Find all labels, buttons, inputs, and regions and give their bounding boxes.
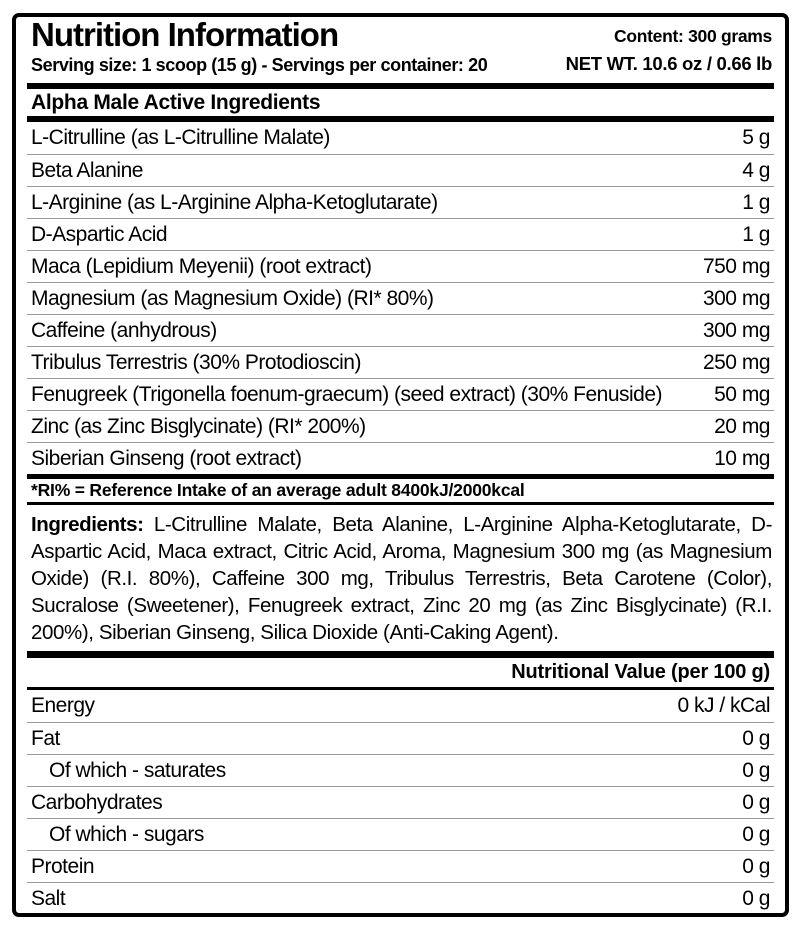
nutrient-amount: 0 g <box>742 886 770 910</box>
ingredients-label: Ingredients: <box>31 513 144 536</box>
table-row <box>27 250 774 282</box>
table-row <box>27 690 774 722</box>
nutrition-label <box>12 13 789 917</box>
table-row <box>27 786 774 818</box>
ingredient-amount: 750 mg <box>702 254 770 278</box>
net-weight-line: NET WT. 10.6 oz / 0.66 lb <box>565 53 772 74</box>
nutrient-amount: 0 g <box>742 758 770 782</box>
nutrient-amount: 0 g <box>742 854 770 878</box>
ingredient-name: L-Arginine (as L-Arginine Alpha-Ketoglutarate) <box>31 190 438 214</box>
ingredient-amount: 1 g <box>742 190 770 214</box>
table-row <box>27 818 774 850</box>
table-row <box>27 346 774 378</box>
nutritional-values-table <box>27 690 774 914</box>
nutrient-amount: 0 g <box>742 822 770 846</box>
table-row <box>27 186 774 218</box>
nutrient-name: Salt <box>31 886 66 910</box>
ingredient-name: Beta Alanine <box>31 158 143 182</box>
serving-size-line: Serving size: 1 scoop (15 g) - Servings per container: 20 <box>31 55 488 75</box>
table-row <box>27 154 774 186</box>
table-row <box>27 314 774 346</box>
table-row <box>27 722 774 754</box>
ingredient-name: Tribulus Terrestris (30% Protodioscin) <box>31 350 361 374</box>
table-row <box>27 378 774 410</box>
nutrient-amount: 0 g <box>742 726 770 750</box>
nutrient-amount: 0 kJ / kCal <box>677 694 770 717</box>
ingredient-amount: 1 g <box>742 222 770 246</box>
ingredients-paragraph <box>27 505 774 651</box>
ingredient-name: Maca (Lepidium Meyenii) (root extract) <box>31 254 372 278</box>
ingredient-name: D-Aspartic Acid <box>31 222 168 246</box>
label-header <box>27 17 774 83</box>
ingredient-amount: 10 mg <box>714 446 770 470</box>
table-row <box>27 410 774 442</box>
table-row <box>27 850 774 882</box>
ingredient-amount: 250 mg <box>702 350 770 374</box>
nutrient-name: Of which - sugars <box>49 822 204 846</box>
table-row <box>27 754 774 786</box>
ingredient-amount: 50 mg <box>714 382 770 406</box>
page-title: Nutrition Information <box>31 16 339 54</box>
table-row <box>27 122 774 154</box>
nutrient-name: Protein <box>31 854 95 878</box>
ingredient-name: Fenugreek (Trigonella foenum-graecum) (seed extract) (30% Fenuside) <box>31 382 663 406</box>
ingredient-name: Siberian Ginseng (root extract) <box>31 446 302 470</box>
ingredient-name: L-Citrulline (as L-Citrulline Malate) <box>31 126 330 149</box>
table-row <box>27 442 774 474</box>
ingredient-amount: 300 mg <box>702 318 770 342</box>
content-weight-line: Content: 300 grams <box>614 26 772 46</box>
nutrient-name: Carbohydrates <box>31 790 163 814</box>
active-ingredients-table <box>27 122 774 474</box>
ingredient-amount: 4 g <box>742 158 770 182</box>
ingredient-name: Magnesium (as Magnesium Oxide) (RI* 80%) <box>31 286 434 310</box>
table-row <box>27 882 774 914</box>
header-left <box>31 18 487 76</box>
table-row <box>27 282 774 314</box>
ingredients-text: L-Citrulline Malate, Beta Alanine, L-Arginine Alpha-Ketoglutarate, D-Aspartic Acid, Maca extract, Citric Acid, Aroma, Magnesium 300 mg (as Magnesium Oxide) (R.I. 80%), Caffeine 300 mg, Tribulus Terrestris, Beta Carotene (Color), Sucralose (Sweetener), Fenugreek extract, Zinc 20 mg (as Zinc Bisglycinate) (R.I. 200%), Siberian Ginseng, Silica Dioxide (Anti-Caking Agent). <box>31 513 772 644</box>
header-right <box>566 26 772 76</box>
ingredient-amount: 300 mg <box>702 286 770 310</box>
ingredient-amount: 5 g <box>742 126 770 149</box>
nutrient-name: Energy <box>31 694 95 717</box>
ingredient-name: Caffeine (anhydrous) <box>31 318 217 342</box>
table-row <box>27 218 774 250</box>
nutritional-value-heading: Nutritional Value (per 100 g) <box>511 661 770 683</box>
reference-intake-note: *RI% = Reference Intake of an average adult 8400kJ/2000kcal <box>31 480 525 500</box>
active-ingredients-heading: Alpha Male Active Ingredients <box>31 91 321 114</box>
ingredient-amount: 20 mg <box>714 414 770 438</box>
divider-bar-thick <box>27 651 774 658</box>
ingredient-name: Zinc (as Zinc Bisglycinate) (RI* 200%) <box>31 414 366 438</box>
nutrient-amount: 0 g <box>742 790 770 814</box>
nutrient-name: Fat <box>31 726 60 750</box>
nutrient-name: Of which - saturates <box>49 758 226 782</box>
